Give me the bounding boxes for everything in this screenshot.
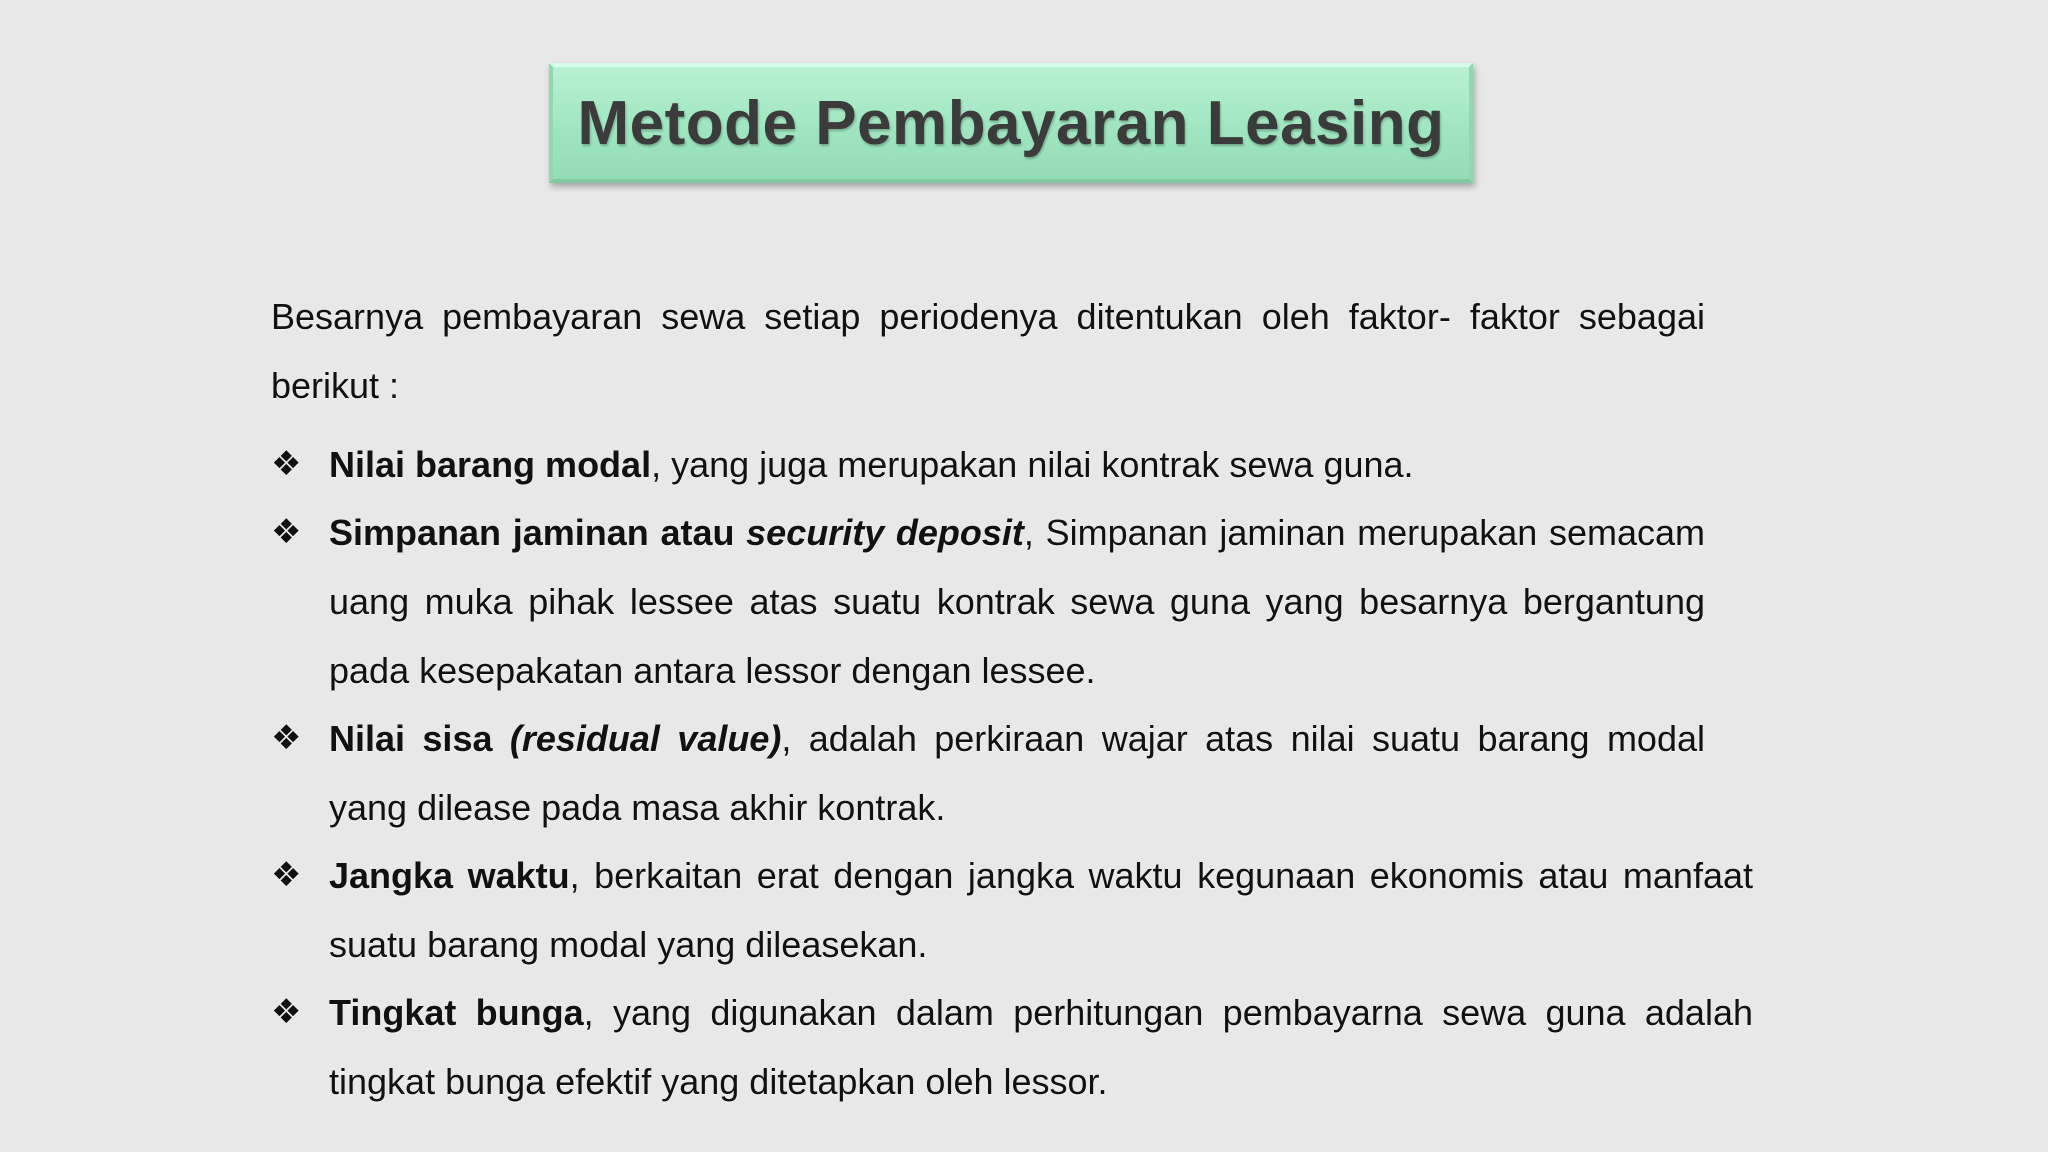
slide-title: Metode Pembayaran Leasing xyxy=(577,88,1445,158)
list-item xyxy=(271,704,1705,842)
item-description: , yang juga merupakan nilai kontrak sewa guna. xyxy=(651,444,1414,485)
item-description: , berkaitan erat dengan jangka waktu kegunaan ekonomis atau manfaat suatu barang modal yang dileasekan. xyxy=(329,855,1753,965)
item-term: Jangka waktu xyxy=(329,855,570,896)
item-term-italic: (residual value) xyxy=(509,718,782,759)
diamond-bullet-icon: ❖ xyxy=(271,444,302,484)
intro-paragraph: Besarnya pembayaran sewa setiap periodenya ditentukan oleh faktor- faktor sebagai berikut : xyxy=(271,296,1705,406)
list-item xyxy=(271,498,1705,705)
diamond-bullet-icon: ❖ xyxy=(271,855,302,895)
list-item xyxy=(271,430,1705,499)
item-term: Nilai barang modal xyxy=(329,444,652,485)
item-term-italic: security deposit xyxy=(746,512,1024,553)
item-term: Tingkat bunga xyxy=(329,992,584,1033)
title-box xyxy=(549,63,1473,183)
item-term: Nilai sisa xyxy=(329,718,510,759)
item-description: , adalah perkiraan wajar atas nilai suatu barang modal yang dilease pada masa akhir kontrak. xyxy=(329,718,1705,828)
diamond-bullet-icon: ❖ xyxy=(271,512,302,552)
list-item xyxy=(271,978,1753,1116)
item-term: Simpanan jaminan atau xyxy=(329,512,747,553)
bullet-list xyxy=(271,430,1757,1116)
diamond-bullet-icon: ❖ xyxy=(271,992,302,1032)
diamond-bullet-icon: ❖ xyxy=(271,718,302,758)
list-item xyxy=(271,841,1753,979)
slide-content xyxy=(271,282,1757,1115)
item-description: , yang digunakan dalam perhitungan pembayarna sewa guna adalah tingkat bunga efektif yang ditetapkan oleh lessor. xyxy=(329,992,1753,1102)
item-description: , Simpanan jaminan merupakan semacam uang muka pihak lessee atas suatu kontrak sewa guna yang besarnya bergantung pada kesepakatan antara lessor dengan lessee. xyxy=(329,512,1705,691)
